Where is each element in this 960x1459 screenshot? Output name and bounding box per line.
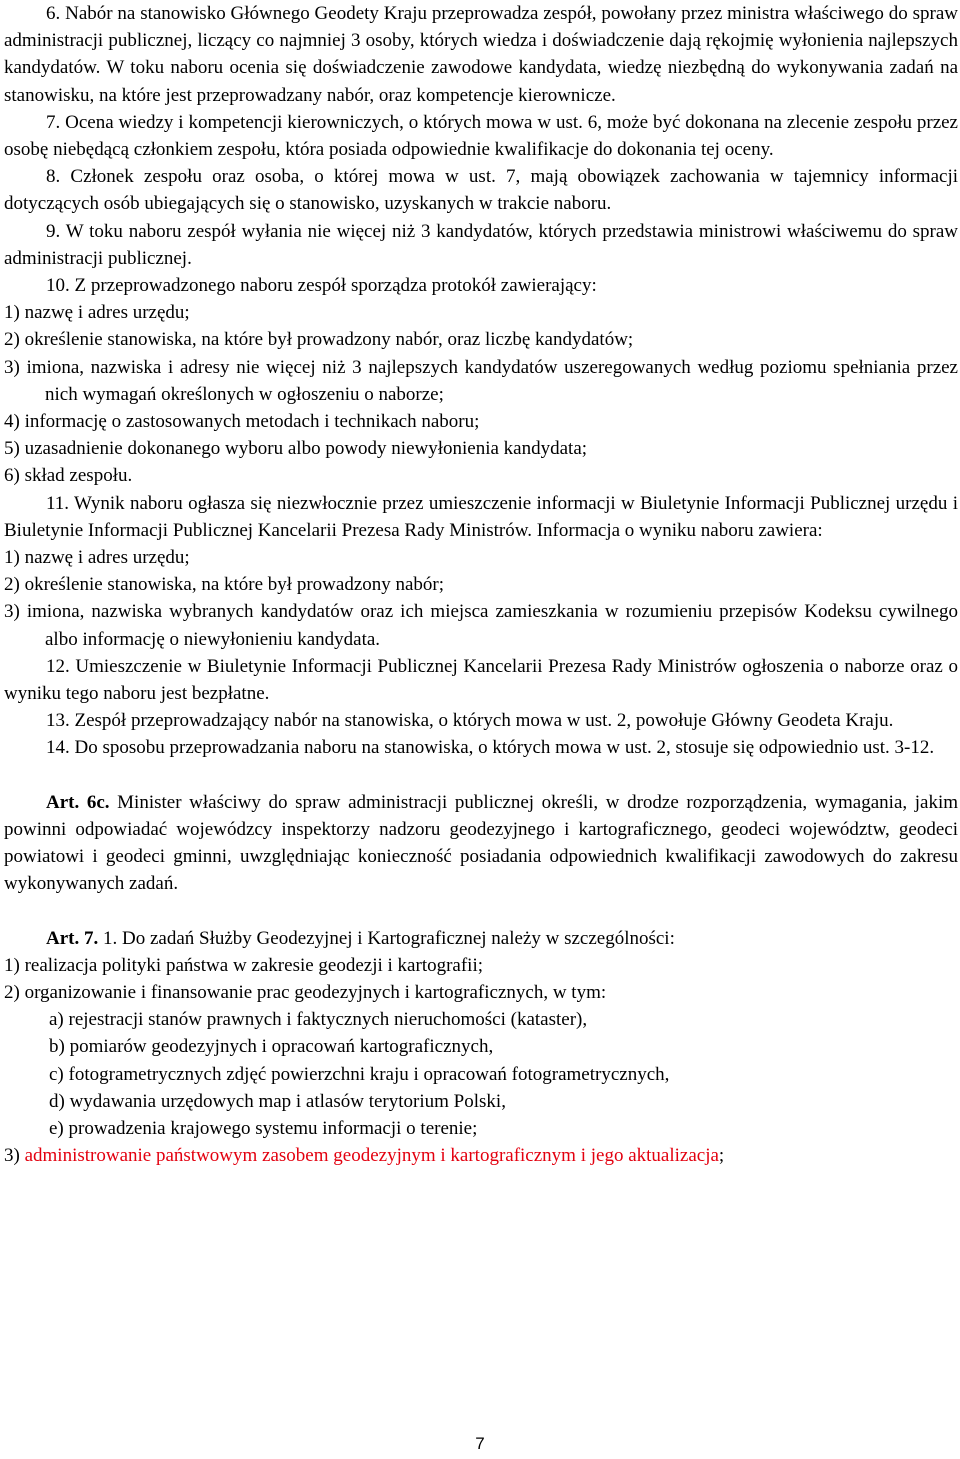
sub-list-item: d) wydawania urzędowych map i atlasów terytorium Polski, xyxy=(49,1090,506,1112)
paragraph-13: 13. Zespół przeprowadzający nabór na stanowiska, o których mowa w ust. 2, powołuje Główny Geodeta Kraju. xyxy=(46,710,894,732)
article-6c xyxy=(4,789,958,898)
list-item: 3) imiona, nazwiska wybranych kandydatów oraz ich miejsca zamieszkania w rozumieniu przepisów Kodeksu cywilnego albo informację o niewyłonieniu kandydata. xyxy=(4,601,958,650)
spacer xyxy=(4,762,958,789)
article-6c-label: Art. 6c. xyxy=(46,791,110,813)
list-item-highlighted xyxy=(4,1142,958,1169)
sub-list-item: c) fotogrametrycznych zdjęć powierzchni kraju i opracowań fotogrametrycznych, xyxy=(49,1063,670,1085)
paragraph-6: 6. Nabór na stanowisko Głównego Geodety Kraju przeprowadza zespół, powołany przez ministra właściwego do spraw administracji publicznej, liczący co najmniej 3 osoby, których wiedza i doświadczenie dają rękojmię wyłonienia najlepszych kandydatów. W toku naboru ocenia się doświadczenie zawodowe kandydata, wiedzę niezbędną do wykonywania zadań na stanowisku, na które jest przeprowadzany nabór, oraz kompetencje kierownicze. xyxy=(4,3,958,106)
list-item: 6) skład zespołu. xyxy=(4,465,133,487)
list-item: 2) określenie stanowiska, na które był prowadzony nabór, oraz liczbę kandydatów; xyxy=(4,329,634,351)
paragraph-8: 8. Członek zespołu oraz osoba, o której mowa w ust. 7, mają obowiązek zachowania w tajemnicy informacji dotyczących osób ubiegających się o stanowisko, uzyskanych w trakcie naboru. xyxy=(4,166,958,215)
paragraph-9: 9. W toku naboru zespół wyłania nie więcej niż 3 kandydatów, których przedstawia ministrowi właściwemu do spraw administracji publicznej. xyxy=(4,220,958,269)
list-item-number: 3) xyxy=(4,1145,20,1167)
article-6c-text: Minister właściwy do spraw administracji publicznej określi, w drodze rozporządzenia, wymagania, jakim powinni odpowiadać wojewódzcy inspektorzy nadzoru geodezyjnego i kartograficznego, geodeci województw, geodeci powiatowi i geodeci gminni, uwzględniając konieczność posiadania odpowiednich kwalifikacji zawodowych do zakresu wykonywanych zadań. xyxy=(4,791,959,895)
article-7-intro xyxy=(4,925,958,952)
article-7-text: 1. Do zadań Służby Geodezyjnej i Kartograficznej należy w szczególności: xyxy=(102,927,675,949)
list-item: 3) imiona, nazwiska i adresy nie więcej niż 3 najlepszych kandydatów uszeregowanych według poziomu spełniania przez nich wymagań określonych w ogłoszeniu o naborze; xyxy=(4,356,958,405)
paragraph-14: 14. Do sposobu przeprowadzania naboru na stanowiska, o których mowa w ust. 2, stosuje się odpowiednio ust. 3-12. xyxy=(46,737,935,759)
sub-list-item: e) prowadzenia krajowego systemu informacji o terenie; xyxy=(49,1117,478,1139)
list-item: 1) realizacja polityki państwa w zakresie geodezji i kartografii; xyxy=(4,954,484,976)
article-7-label: Art. 7. xyxy=(46,927,99,949)
list-item: 2) określenie stanowiska, na które był prowadzony nabór; xyxy=(4,574,445,596)
paragraph-10: 10. Z przeprowadzonego naboru zespół sporządza protokół zawierający: xyxy=(46,275,597,297)
page-number: 7 xyxy=(475,1434,485,1453)
list-item: 2) organizowanie i finansowanie prac geodezyjnych i kartograficznych, w tym: xyxy=(4,981,607,1003)
list-item: 1) nazwę i adres urzędu; xyxy=(4,302,190,324)
document-body xyxy=(4,0,958,1169)
paragraph-12: 12. Umieszczenie w Biuletynie Informacji Publicznej Kancelarii Prezesa Rady Ministrów ogłoszenia o naborze oraz o wyniku tego naboru jest bezpłatne. xyxy=(4,655,958,705)
sub-list-item: a) rejestracji stanów prawnych i faktycznych nieruchomości (kataster), xyxy=(49,1009,588,1031)
list-item: 5) uzasadnienie dokonanego wyboru albo powody niewyłonienia kandydata; xyxy=(4,438,588,460)
spacer xyxy=(4,898,958,925)
paragraph-11: 11. Wynik naboru ogłasza się niezwłocznie przez umieszczenie informacji w Biuletynie Informacji Publicznej urzędu i Biuletynie Informacji Publicznej Kancelarii Prezesa Rady Ministrów. Informacja o wyniku naboru zawiera: xyxy=(4,492,958,541)
list-item: 1) nazwę i adres urzędu; xyxy=(4,547,190,569)
list-item-end: ; xyxy=(718,1145,725,1167)
highlighted-text: administrowanie państwowym zasobem geodezyjnym i kartograficznym i jego aktualizacja xyxy=(24,1145,719,1167)
list-item: 4) informację o zastosowanych metodach i technikach naboru; xyxy=(4,411,480,433)
sub-list-item: b) pomiarów geodezyjnych i opracowań kartograficznych, xyxy=(49,1036,494,1058)
paragraph-7: 7. Ocena wiedzy i kompetencji kierowniczych, o których mowa w ust. 6, może być dokonana na zlecenie zespołu przez osobę niebędącą członkiem zespołu, która posiada odpowiednie kwalifikacje do dokonania tej oceny. xyxy=(4,111,958,161)
